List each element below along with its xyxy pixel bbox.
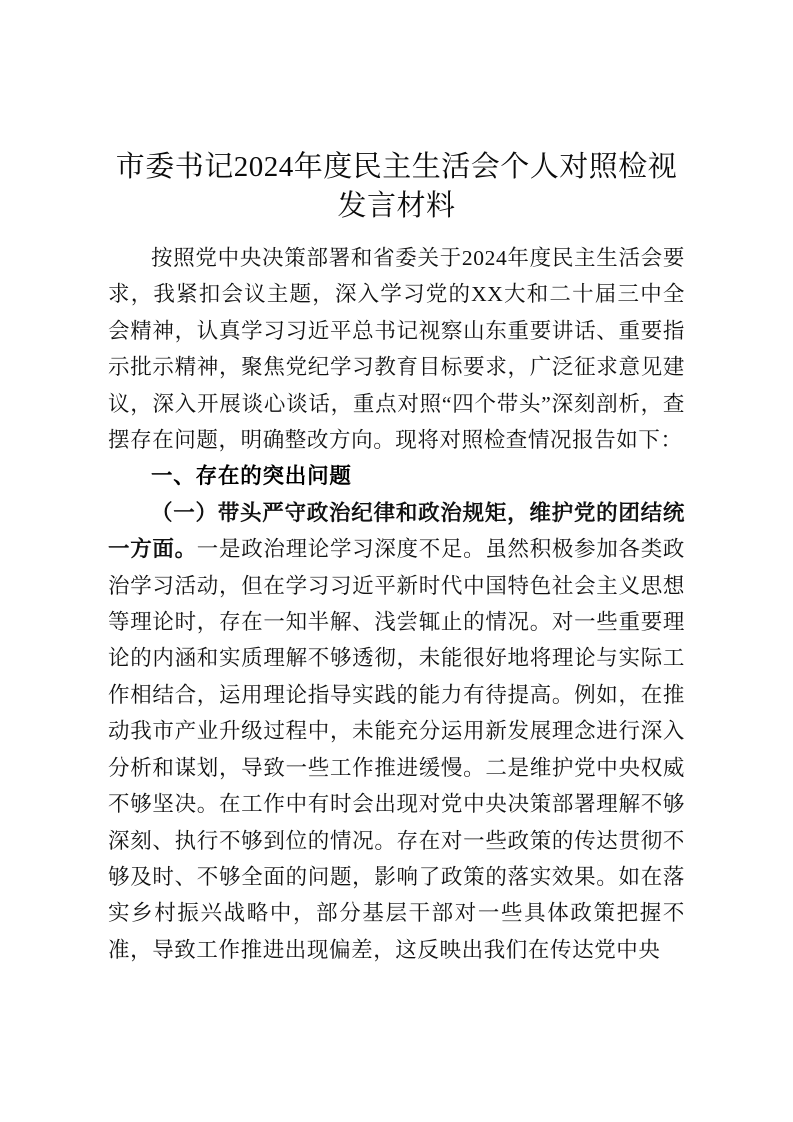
subsection-1-body: 一是政治理论学习深度不足。虽然积极参加各类政治学习活动，但在学习习近平新时代中国特色社会主义思想等理论时，存在一知半解、浅尝辄止的情况。对一些重要理论的内涵和实质理解不够透彻，未能很好地将理论与实际工作相结合，运用理论指导实践的能力有待提高。例如，在推动我市产业升级过程中，未能充分运用新发展理念进行深入分析和谋划，导致一些工作推进缓慢。二是维护党中央权威不够坚决。在工作中有时会出现对党中央决策部署理解不够深刻、执行不够到位的情况。存在对一些政策的传达贯彻不够及时、不够全面的问题，影响了政策的落实效果。如在落实乡村振兴战略中，部分基层干部对一些具体政策把握不准，导致工作推进出现偏差，这反映出我们在传达党中央 <box>108 537 686 962</box>
opening-paragraph: 按照党中央决策部署和省委关于2024年度民主生活会要求，我紧扣会议主题，深入学习党的XX大和二十届三中全会精神，认真学习习近平总书记视察山东重要讲话、重要指示批示精神，聚焦党纪学习教育目标要求，广泛征求意见建议，深入开展谈心谈话，重点对照“四个带头”深刻剖析，查摆存在问题，明确整改方向。现将对照检查情况报告如下： <box>108 246 685 453</box>
subsection-1-lead: （一）带头严守政治纪律和政治规矩，维护党的团结统一方面。 <box>108 500 685 562</box>
subsection-1-paragraph <box>108 495 685 968</box>
page-title <box>108 148 685 226</box>
section-heading-1: 一、存在的突出问题 <box>151 464 352 489</box>
page-title-line-2: 发言材料 <box>337 190 456 222</box>
page-title-line-1: 市委书记2024年度民主生活会个人对照检视 <box>115 151 678 183</box>
